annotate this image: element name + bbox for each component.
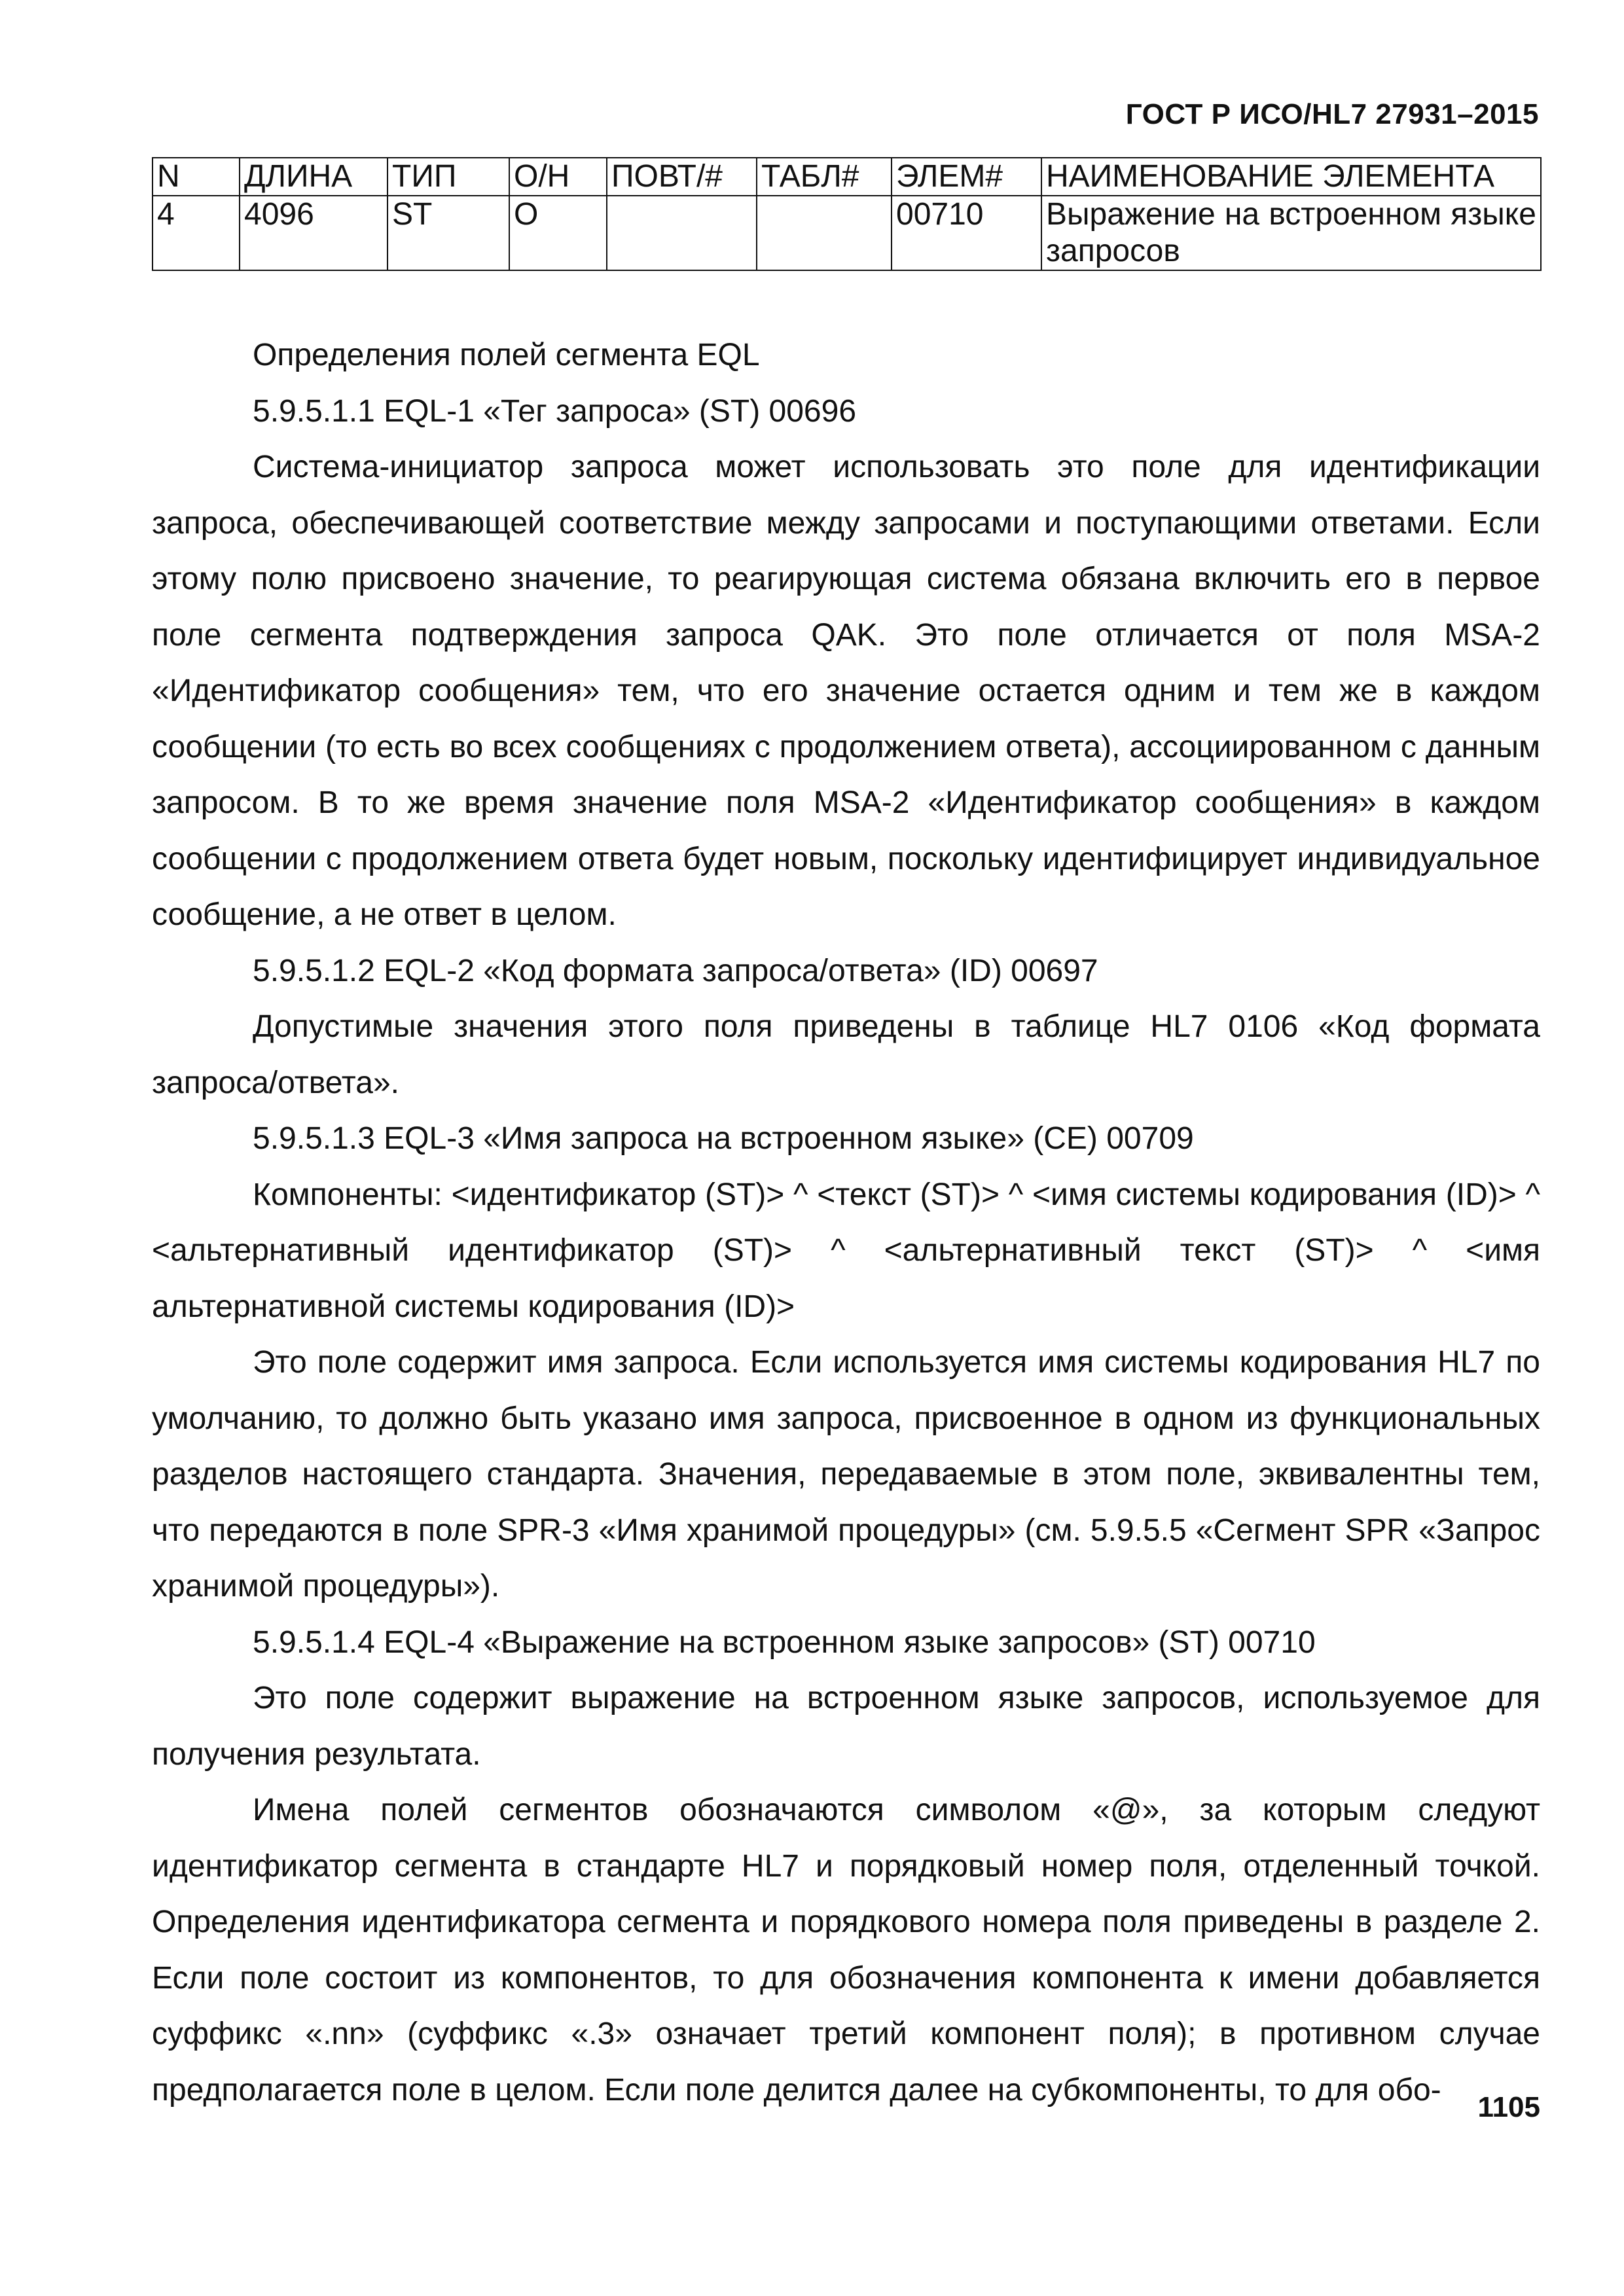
field-heading: 5.9.5.1.1 EQL-1 «Тег запроса» (ST) 00696 bbox=[253, 393, 857, 429]
table-row bbox=[153, 196, 1541, 270]
column-header: НАИМЕНОВАНИЕ ЭЛЕМЕНТА bbox=[1041, 158, 1541, 196]
table-cell: ST bbox=[388, 196, 509, 270]
body-paragraph: Система-инициатор запроса может использовать это поле для идентификации запроса, обеспечивающей соответствие между запросами и поступающими ответами. Если этому полю присвоено значение, то реагирующая система обязана включить его в первое поле сегмента подтверждения запроса QAK. Это поле отличается от поля MSA-2 «Идентификатор сообщения» тем, что его значение остается одним и тем же в каждом сообщении (то есть во всех сообщениях с продолжением ответа), ассоциированном с данным запросом. В то же время значение поля MSA-2 «Идентификатор сообщения» в каждом сообщении с продолжением ответа будет новым, поскольку идентифицирует индивидуальное сообщение, а не ответ в целом. bbox=[152, 450, 1540, 932]
field-definition-table bbox=[152, 157, 1542, 271]
body-paragraph: Имена полей сегментов обозначаются символом «@», за которым следуют идентификатор сегмента в стандарте HL7 и порядковый номер поля, отделенный точкой. Определения идентификатора сегмента и порядкового номера поля приведены в разделе 2. Если поле состоит из компонентов, то для обозначения компонента к имени добавляется суффикс «.nn» (суффикс «.3» означает третий компонент поля); в противном случае предполагается поле в целом. Если поле делится далее на субкомпоненты, то для обо- bbox=[152, 1793, 1540, 2108]
column-header: О/Н bbox=[509, 158, 607, 196]
table-cell: 00710 bbox=[892, 196, 1041, 270]
section-heading: Определения полей сегмента EQL bbox=[253, 338, 760, 372]
table-cell bbox=[607, 196, 757, 270]
column-header: N bbox=[153, 158, 240, 196]
field-heading: 5.9.5.1.4 EQL-4 «Выражение на встроенном языке запросов» (ST) 00710 bbox=[253, 1624, 1316, 1660]
field-heading: 5.9.5.1.3 EQL-3 «Имя запроса на встроенном языке» (CE) 00709 bbox=[253, 1121, 1194, 1156]
table-header-row bbox=[153, 158, 1541, 196]
column-header: ПОВТ/# bbox=[607, 158, 757, 196]
body-paragraph: Допустимые значения этого поля приведены в таблице HL7 0106 «Код формата запроса/ответа». bbox=[152, 1009, 1540, 1100]
table-cell: O bbox=[509, 196, 607, 270]
column-header: ДЛИНА bbox=[240, 158, 388, 196]
column-header: ТИП bbox=[388, 158, 509, 196]
column-header: ТАБЛ# bbox=[757, 158, 892, 196]
body-paragraph: Компоненты: <идентификатор (ST)> ^ <текст (ST)> ^ <имя системы кодирования (ID)> ^ <альтернативный идентификатор (ST)> ^ <альтернативный текст (ST)> ^ <имя альтернативной системы кодирования (ID)> bbox=[152, 1177, 1540, 1324]
body-paragraph: Это поле содержит имя запроса. Если используется имя системы кодирования HL7 по умолчанию, то должно быть указано имя запроса, присвоенное в одном из функциональных разделов настоящего стандарта. Значения, передаваемые в этом поле, эквивалентны тем, что передаются в поле SPR-3 «Имя хранимой процедуры» (см. 5.9.5.5 «Сегмент SPR «Запрос хранимой процедуры»). bbox=[152, 1345, 1540, 1604]
table-cell bbox=[757, 196, 892, 270]
table-cell: 4096 bbox=[240, 196, 388, 270]
document-body bbox=[152, 327, 1540, 2118]
body-paragraph: Это поле содержит выражение на встроенном языке запросов, используемое для получения результата. bbox=[152, 1681, 1540, 1772]
column-header: ЭЛЕМ# bbox=[892, 158, 1041, 196]
table-cell: Выражение на встроенном языке запросов bbox=[1041, 196, 1541, 270]
table-cell: 4 bbox=[153, 196, 240, 270]
page-number: 1105 bbox=[1477, 2091, 1540, 2123]
document-header: ГОСТ Р ИСО/HL7 27931–2015 bbox=[1125, 98, 1539, 130]
field-heading: 5.9.5.1.2 EQL-2 «Код формата запроса/ответа» (ID) 00697 bbox=[253, 953, 1098, 988]
